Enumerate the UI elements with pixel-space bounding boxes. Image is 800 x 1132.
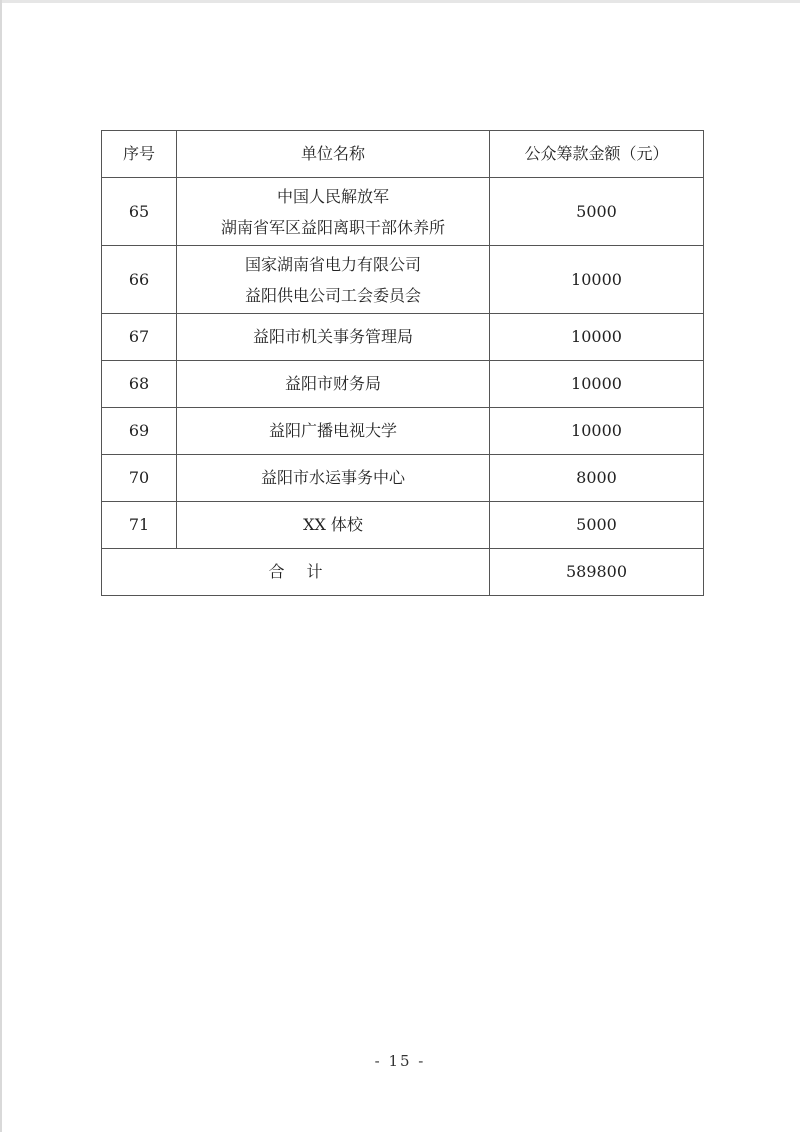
row-unit-name: 益阳广播电视大学 [177, 408, 490, 455]
row-unit-name [177, 178, 490, 246]
row-unit-name: 益阳市水运事务中心 [177, 455, 490, 502]
table-row [102, 178, 704, 246]
unit-name-line: 益阳供电公司工会委员会 [244, 285, 421, 305]
row-serial-number: 65 [102, 178, 177, 246]
table-row [102, 408, 704, 455]
row-serial-number: 71 [102, 502, 177, 549]
header-donation-amount: 公众筹款金额（元） [490, 131, 704, 178]
row-unit-name: 益阳市财务局 [177, 361, 490, 408]
unit-name-line: 中国人民解放军 [276, 186, 389, 206]
page-top-edge [0, 0, 800, 3]
table-row [102, 455, 704, 502]
donation-table [101, 130, 704, 596]
header-serial-number: 序号 [102, 131, 177, 178]
table-row [102, 361, 704, 408]
row-serial-number: 66 [102, 246, 177, 314]
row-amount: 10000 [490, 361, 704, 408]
row-serial-number: 67 [102, 314, 177, 361]
row-serial-number: 70 [102, 455, 177, 502]
page-left-edge [0, 0, 2, 1132]
row-amount: 8000 [490, 455, 704, 502]
row-unit-name: 益阳市机关事务管理局 [177, 314, 490, 361]
unit-name-line: 国家湖南省电力有限公司 [244, 254, 421, 274]
row-serial-number: 69 [102, 408, 177, 455]
page-number: - 15 - [374, 1052, 426, 1070]
table-row [102, 502, 704, 549]
row-unit-name: XX 体校 [177, 502, 490, 549]
unit-name-line: 湖南省军区益阳离职干部休养所 [220, 217, 445, 237]
row-amount: 5000 [490, 502, 704, 549]
table-row [102, 246, 704, 314]
total-label: 合计 [268, 562, 345, 581]
total-label-cell [102, 549, 490, 596]
row-serial-number: 68 [102, 361, 177, 408]
total-row [102, 549, 704, 596]
total-amount: 589800 [490, 549, 704, 596]
row-amount: 10000 [490, 246, 704, 314]
row-unit-name [177, 246, 490, 314]
table-header-row [102, 131, 704, 178]
row-amount: 10000 [490, 408, 704, 455]
table-row [102, 314, 704, 361]
header-unit-name: 单位名称 [177, 131, 490, 178]
row-amount: 5000 [490, 178, 704, 246]
row-amount: 10000 [490, 314, 704, 361]
